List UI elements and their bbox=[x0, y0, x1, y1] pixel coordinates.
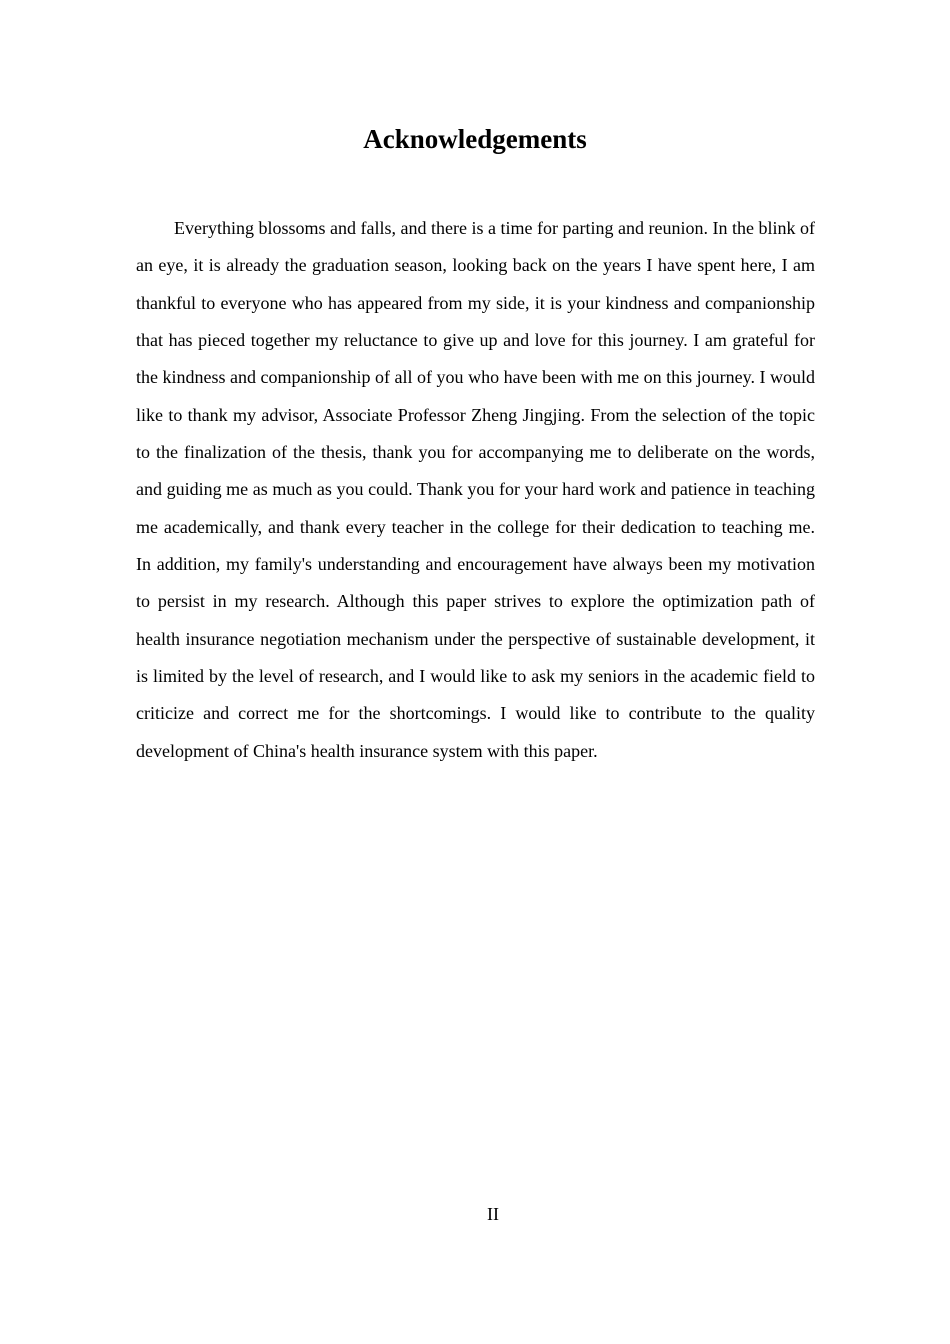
page-title: Acknowledgements bbox=[363, 124, 587, 154]
page-number: II bbox=[487, 1204, 499, 1224]
acknowledgements-paragraph: Everything blossoms and falls, and there is a time for parting and reunion. In the blink of an eye, it is already the graduation season, looking back on the years I have spent here, I am thankful to everyone who has appeared from my side, it is your kindness and companionship that has pieced together my reluctance to give up and love for this journey. I am grateful for the kindness and companionship of all of you who have been with me on this journey. I would like to thank my advisor, Associate Professor Zheng Jingjing. From the selection of the topic to the finalization of the thesis, thank you for accompanying me to deliberate on the words, and guiding me as much as you could. Thank you for your hard work and patience in teaching me academically, and thank every teacher in the college for their dedication to teaching me. In addition, my family's understanding and encouragement have always been my motivation to persist in my research. Although this paper strives to explore the optimization path of health insurance negotiation mechanism under the perspective of sustainable development, it is limited by the level of research, and I would like to ask my seniors in the academic field to criticize and correct me for the shortcomings. I would like to contribute to the quality development of China's health insurance system with this paper. bbox=[136, 218, 815, 761]
